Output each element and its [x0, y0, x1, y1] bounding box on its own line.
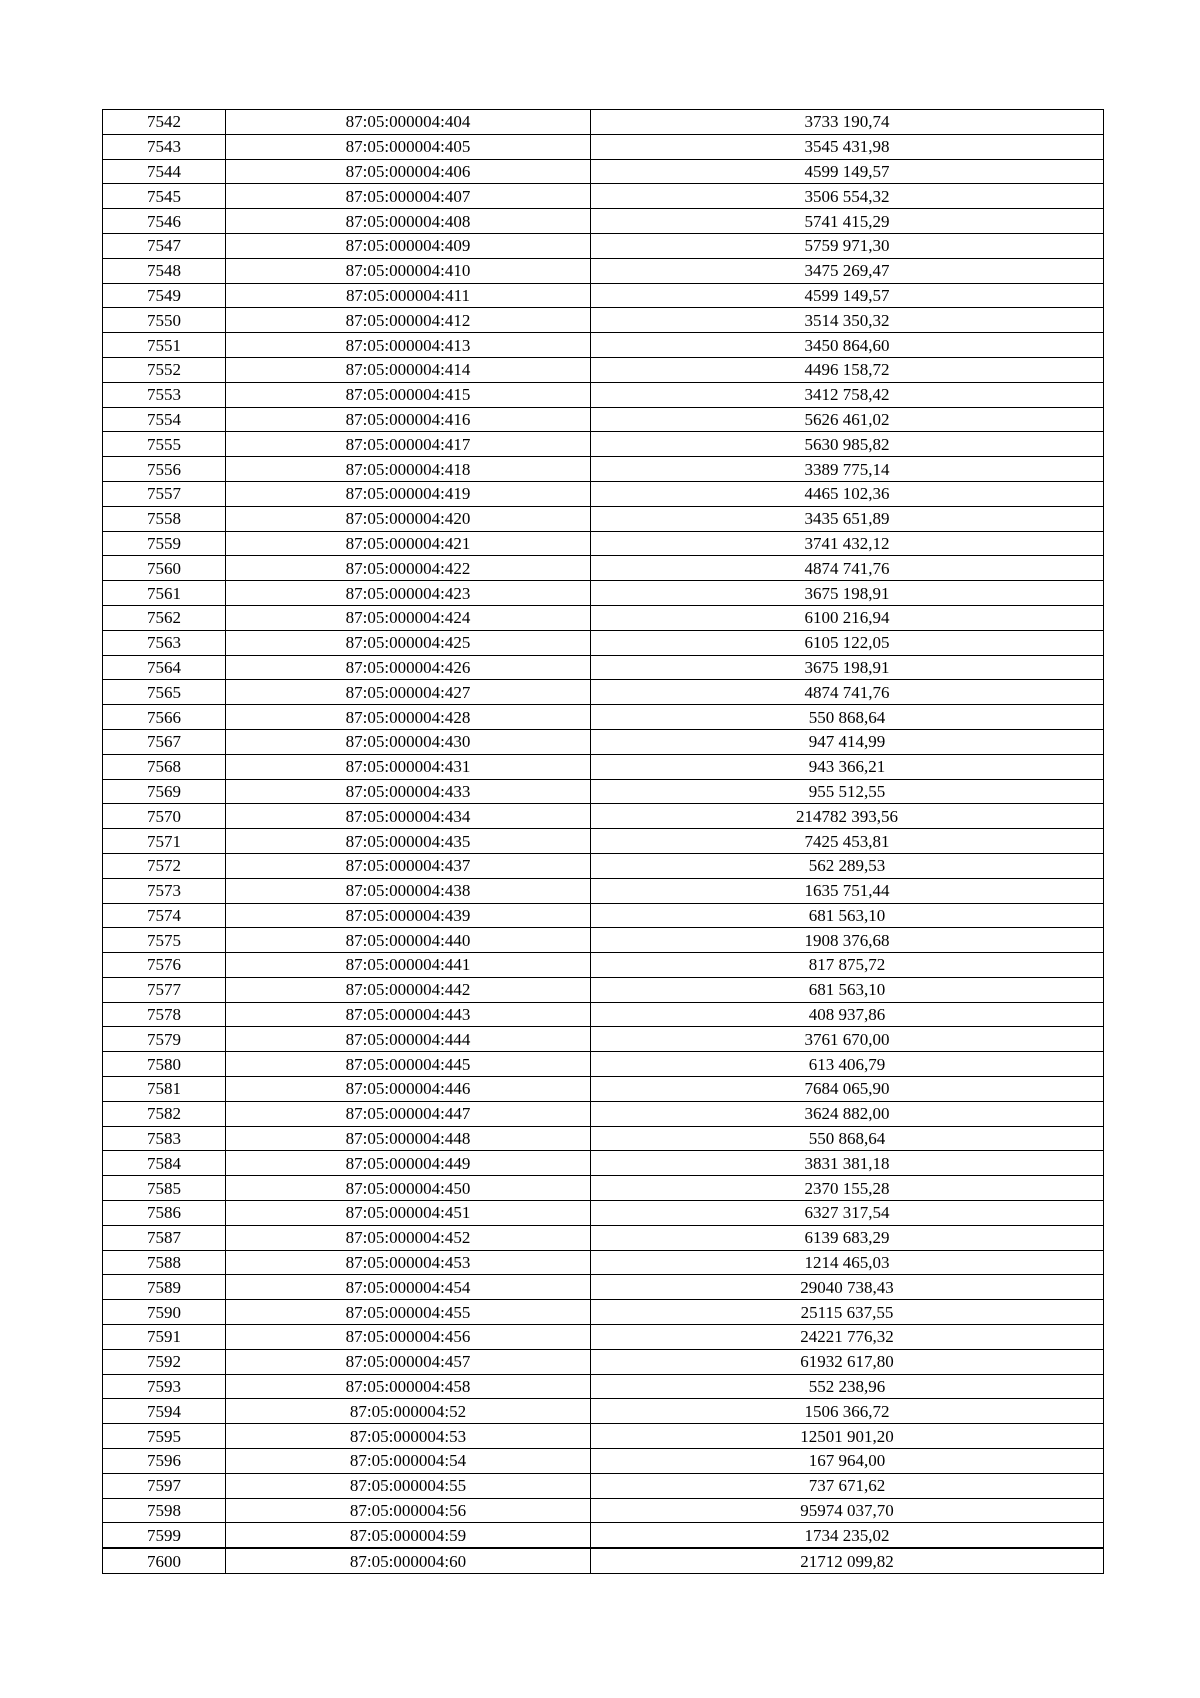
cadastral-value-cell: 1506 366,72	[591, 1399, 1104, 1424]
table-row	[103, 1349, 1104, 1374]
cadastral-number-cell: 87:05:000004:426	[226, 655, 591, 680]
row-number-cell: 7574	[103, 903, 226, 928]
row-number-cell: 7580	[103, 1052, 226, 1077]
cadastral-value-cell: 2370 155,28	[591, 1176, 1104, 1201]
row-number-cell: 7560	[103, 556, 226, 581]
cadastral-number-cell: 87:05:000004:408	[226, 209, 591, 234]
table-row	[103, 382, 1104, 407]
row-number-cell: 7591	[103, 1325, 226, 1350]
cadastral-number-cell: 87:05:000004:434	[226, 804, 591, 829]
cadastral-value-cell: 550 868,64	[591, 1126, 1104, 1151]
table-row	[103, 928, 1104, 953]
cadastral-number-cell: 87:05:000004:414	[226, 357, 591, 382]
cadastral-value-cell: 12501 901,20	[591, 1424, 1104, 1449]
cadastral-value-cell: 3475 269,47	[591, 258, 1104, 283]
cadastral-number-cell: 87:05:000004:55	[226, 1473, 591, 1498]
row-number-cell: 7548	[103, 258, 226, 283]
row-number-cell: 7597	[103, 1473, 226, 1498]
cadastral-number-cell: 87:05:000004:406	[226, 159, 591, 184]
cadastral-number-cell: 87:05:000004:54	[226, 1449, 591, 1474]
row-number-cell: 7578	[103, 1002, 226, 1027]
cadastral-value-cell: 3675 198,91	[591, 581, 1104, 606]
cadastral-number-cell: 87:05:000004:457	[226, 1349, 591, 1374]
table-row	[103, 680, 1104, 705]
row-number-cell: 7564	[103, 655, 226, 680]
table-row	[103, 605, 1104, 630]
cadastral-value-cell: 552 238,96	[591, 1374, 1104, 1399]
table-row	[103, 779, 1104, 804]
cadastral-value-cell: 3624 882,00	[591, 1101, 1104, 1126]
row-number-cell: 7592	[103, 1349, 226, 1374]
cadastral-number-cell: 87:05:000004:422	[226, 556, 591, 581]
table-row	[103, 432, 1104, 457]
row-number-cell: 7571	[103, 829, 226, 854]
table-row	[103, 1225, 1104, 1250]
cadastral-value-cell: 5630 985,82	[591, 432, 1104, 457]
cadastral-number-cell: 87:05:000004:447	[226, 1101, 591, 1126]
cadastral-value-cell: 4874 741,76	[591, 556, 1104, 581]
row-number-cell: 7582	[103, 1101, 226, 1126]
table-row	[103, 531, 1104, 556]
table-row	[103, 333, 1104, 358]
cadastral-value-cell: 955 512,55	[591, 779, 1104, 804]
table-row	[103, 134, 1104, 159]
table-row	[103, 258, 1104, 283]
row-number-cell: 7599	[103, 1523, 226, 1548]
table-row	[103, 209, 1104, 234]
table-row	[103, 630, 1104, 655]
cadastral-number-cell: 87:05:000004:404	[226, 110, 591, 135]
row-number-cell: 7579	[103, 1027, 226, 1052]
table-row	[103, 1126, 1104, 1151]
table-row	[103, 878, 1104, 903]
table-row	[103, 754, 1104, 779]
cadastral-value-cell: 681 563,10	[591, 903, 1104, 928]
cadastral-number-cell: 87:05:000004:59	[226, 1523, 591, 1548]
cadastral-value-cell: 550 868,64	[591, 705, 1104, 730]
cadastral-number-cell: 87:05:000004:415	[226, 382, 591, 407]
row-number-cell: 7600	[103, 1548, 226, 1573]
row-number-cell: 7572	[103, 853, 226, 878]
table-row	[103, 1300, 1104, 1325]
cadastral-value-cell: 3733 190,74	[591, 110, 1104, 135]
table-row	[103, 233, 1104, 258]
cadastral-value-cell: 6327 317,54	[591, 1201, 1104, 1226]
table-row	[103, 977, 1104, 1002]
table-row	[103, 1101, 1104, 1126]
cadastral-value-cell: 1734 235,02	[591, 1523, 1104, 1548]
row-number-cell: 7585	[103, 1176, 226, 1201]
table-row	[103, 1027, 1104, 1052]
cadastral-value-cell: 25115 637,55	[591, 1300, 1104, 1325]
row-number-cell: 7568	[103, 754, 226, 779]
table-row	[103, 1374, 1104, 1399]
table-row	[103, 283, 1104, 308]
cadastral-number-cell: 87:05:000004:452	[226, 1225, 591, 1250]
table-row	[103, 1077, 1104, 1102]
row-number-cell: 7542	[103, 110, 226, 135]
cadastral-value-cell: 167 964,00	[591, 1449, 1104, 1474]
cadastral-value-cell: 817 875,72	[591, 953, 1104, 978]
row-number-cell: 7557	[103, 481, 226, 506]
cadastral-value-cell: 6105 122,05	[591, 630, 1104, 655]
table-row	[103, 1151, 1104, 1176]
cadastral-value-cell: 4465 102,36	[591, 481, 1104, 506]
cadastral-number-cell: 87:05:000004:455	[226, 1300, 591, 1325]
table-body	[103, 110, 1104, 1574]
cadastral-value-cell: 3514 350,32	[591, 308, 1104, 333]
row-number-cell: 7590	[103, 1300, 226, 1325]
row-number-cell: 7577	[103, 977, 226, 1002]
table-row	[103, 1424, 1104, 1449]
cadastral-number-cell: 87:05:000004:60	[226, 1548, 591, 1573]
row-number-cell: 7583	[103, 1126, 226, 1151]
cadastral-number-cell: 87:05:000004:410	[226, 258, 591, 283]
cadastral-value-cell: 408 937,86	[591, 1002, 1104, 1027]
cadastral-value-cell: 4599 149,57	[591, 159, 1104, 184]
table-row	[103, 457, 1104, 482]
cadastral-number-cell: 87:05:000004:440	[226, 928, 591, 953]
row-number-cell: 7563	[103, 630, 226, 655]
cadastral-value-cell: 3412 758,42	[591, 382, 1104, 407]
cadastral-value-cell: 3435 651,89	[591, 506, 1104, 531]
table-row	[103, 1449, 1104, 1474]
cadastral-number-cell: 87:05:000004:444	[226, 1027, 591, 1052]
table-row	[103, 829, 1104, 854]
row-number-cell: 7546	[103, 209, 226, 234]
cadastral-number-cell: 87:05:000004:420	[226, 506, 591, 531]
cadastral-number-cell: 87:05:000004:430	[226, 729, 591, 754]
row-number-cell: 7596	[103, 1449, 226, 1474]
row-number-cell: 7595	[103, 1424, 226, 1449]
table-row	[103, 1275, 1104, 1300]
cadastral-number-cell: 87:05:000004:449	[226, 1151, 591, 1176]
row-number-cell: 7569	[103, 779, 226, 804]
row-number-cell: 7550	[103, 308, 226, 333]
table-row	[103, 1201, 1104, 1226]
cadastral-number-cell: 87:05:000004:437	[226, 853, 591, 878]
cadastral-value-cell: 3741 432,12	[591, 531, 1104, 556]
row-number-cell: 7562	[103, 605, 226, 630]
cadastral-value-cell: 3450 864,60	[591, 333, 1104, 358]
cadastral-value-cell: 5626 461,02	[591, 407, 1104, 432]
cadastral-number-cell: 87:05:000004:441	[226, 953, 591, 978]
table-row	[103, 1052, 1104, 1077]
row-number-cell: 7570	[103, 804, 226, 829]
row-number-cell: 7584	[103, 1151, 226, 1176]
cadastral-number-cell: 87:05:000004:405	[226, 134, 591, 159]
cadastral-number-cell: 87:05:000004:443	[226, 1002, 591, 1027]
cadastral-number-cell: 87:05:000004:425	[226, 630, 591, 655]
cadastral-value-table	[102, 109, 1104, 1574]
cadastral-number-cell: 87:05:000004:453	[226, 1250, 591, 1275]
table-row	[103, 357, 1104, 382]
row-number-cell: 7587	[103, 1225, 226, 1250]
cadastral-value-cell: 6139 683,29	[591, 1225, 1104, 1250]
row-number-cell: 7553	[103, 382, 226, 407]
row-number-cell: 7555	[103, 432, 226, 457]
cadastral-number-cell: 87:05:000004:423	[226, 581, 591, 606]
cadastral-number-cell: 87:05:000004:445	[226, 1052, 591, 1077]
cadastral-value-cell: 4599 149,57	[591, 283, 1104, 308]
row-number-cell: 7558	[103, 506, 226, 531]
row-number-cell: 7589	[103, 1275, 226, 1300]
row-number-cell: 7556	[103, 457, 226, 482]
table-row	[103, 1250, 1104, 1275]
cadastral-number-cell: 87:05:000004:418	[226, 457, 591, 482]
table-row	[103, 953, 1104, 978]
cadastral-value-cell: 3761 670,00	[591, 1027, 1104, 1052]
table-row	[103, 1523, 1104, 1548]
cadastral-value-cell: 7684 065,90	[591, 1077, 1104, 1102]
cadastral-value-cell: 943 366,21	[591, 754, 1104, 779]
row-number-cell: 7547	[103, 233, 226, 258]
row-number-cell: 7573	[103, 878, 226, 903]
row-number-cell: 7551	[103, 333, 226, 358]
cadastral-number-cell: 87:05:000004:428	[226, 705, 591, 730]
cadastral-number-cell: 87:05:000004:433	[226, 779, 591, 804]
cadastral-number-cell: 87:05:000004:53	[226, 1424, 591, 1449]
cadastral-number-cell: 87:05:000004:448	[226, 1126, 591, 1151]
row-number-cell: 7545	[103, 184, 226, 209]
table-row	[103, 581, 1104, 606]
cadastral-value-cell: 737 671,62	[591, 1473, 1104, 1498]
table-row	[103, 407, 1104, 432]
row-number-cell: 7593	[103, 1374, 226, 1399]
cadastral-value-cell: 61932 617,80	[591, 1349, 1104, 1374]
table-row	[103, 308, 1104, 333]
table-row	[103, 481, 1104, 506]
cadastral-value-cell: 681 563,10	[591, 977, 1104, 1002]
cadastral-number-cell: 87:05:000004:56	[226, 1498, 591, 1523]
cadastral-number-cell: 87:05:000004:446	[226, 1077, 591, 1102]
row-number-cell: 7567	[103, 729, 226, 754]
cadastral-value-cell: 1908 376,68	[591, 928, 1104, 953]
cadastral-value-cell: 95974 037,70	[591, 1498, 1104, 1523]
row-number-cell: 7575	[103, 928, 226, 953]
table-row	[103, 1325, 1104, 1350]
cadastral-number-cell: 87:05:000004:416	[226, 407, 591, 432]
table-row	[103, 1498, 1104, 1523]
row-number-cell: 7543	[103, 134, 226, 159]
row-number-cell: 7588	[103, 1250, 226, 1275]
cadastral-value-cell: 613 406,79	[591, 1052, 1104, 1077]
cadastral-number-cell: 87:05:000004:458	[226, 1374, 591, 1399]
cadastral-number-cell: 87:05:000004:52	[226, 1399, 591, 1424]
cadastral-value-cell: 562 289,53	[591, 853, 1104, 878]
table-row	[103, 506, 1104, 531]
cadastral-number-cell: 87:05:000004:409	[226, 233, 591, 258]
cadastral-value-cell: 3506 554,32	[591, 184, 1104, 209]
cadastral-value-cell: 6100 216,94	[591, 605, 1104, 630]
cadastral-value-cell: 1214 465,03	[591, 1250, 1104, 1275]
row-number-cell: 7561	[103, 581, 226, 606]
cadastral-number-cell: 87:05:000004:407	[226, 184, 591, 209]
cadastral-value-cell: 5741 415,29	[591, 209, 1104, 234]
cadastral-value-cell: 3831 381,18	[591, 1151, 1104, 1176]
cadastral-number-cell: 87:05:000004:427	[226, 680, 591, 705]
cadastral-value-cell: 214782 393,56	[591, 804, 1104, 829]
table-row	[103, 705, 1104, 730]
cadastral-value-cell: 947 414,99	[591, 729, 1104, 754]
cadastral-number-cell: 87:05:000004:417	[226, 432, 591, 457]
row-number-cell: 7594	[103, 1399, 226, 1424]
cadastral-value-cell: 29040 738,43	[591, 1275, 1104, 1300]
cadastral-number-cell: 87:05:000004:442	[226, 977, 591, 1002]
table-row	[103, 1473, 1104, 1498]
row-number-cell: 7576	[103, 953, 226, 978]
row-number-cell: 7581	[103, 1077, 226, 1102]
cadastral-value-cell: 3545 431,98	[591, 134, 1104, 159]
row-number-cell: 7549	[103, 283, 226, 308]
row-number-cell: 7554	[103, 407, 226, 432]
cadastral-number-cell: 87:05:000004:454	[226, 1275, 591, 1300]
cadastral-value-cell: 7425 453,81	[591, 829, 1104, 854]
table-row	[103, 804, 1104, 829]
row-number-cell: 7598	[103, 1498, 226, 1523]
row-number-cell: 7586	[103, 1201, 226, 1226]
table-row	[103, 729, 1104, 754]
row-number-cell: 7544	[103, 159, 226, 184]
table-row	[103, 1002, 1104, 1027]
table-row	[103, 1399, 1104, 1424]
cadastral-number-cell: 87:05:000004:451	[226, 1201, 591, 1226]
cadastral-value-cell: 3389 775,14	[591, 457, 1104, 482]
cadastral-value-cell: 24221 776,32	[591, 1325, 1104, 1350]
table-row	[103, 184, 1104, 209]
cadastral-value-cell: 4496 158,72	[591, 357, 1104, 382]
row-number-cell: 7566	[103, 705, 226, 730]
cadastral-number-cell: 87:05:000004:456	[226, 1325, 591, 1350]
cadastral-number-cell: 87:05:000004:413	[226, 333, 591, 358]
cadastral-value-cell: 5759 971,30	[591, 233, 1104, 258]
table-row	[103, 556, 1104, 581]
cadastral-number-cell: 87:05:000004:450	[226, 1176, 591, 1201]
cadastral-number-cell: 87:05:000004:419	[226, 481, 591, 506]
cadastral-number-cell: 87:05:000004:412	[226, 308, 591, 333]
cadastral-number-cell: 87:05:000004:421	[226, 531, 591, 556]
row-number-cell: 7565	[103, 680, 226, 705]
row-number-cell: 7559	[103, 531, 226, 556]
cadastral-value-cell: 21712 099,82	[591, 1548, 1104, 1573]
table-row	[103, 1548, 1104, 1573]
cadastral-number-cell: 87:05:000004:435	[226, 829, 591, 854]
cadastral-number-cell: 87:05:000004:438	[226, 878, 591, 903]
cadastral-value-cell: 4874 741,76	[591, 680, 1104, 705]
row-number-cell: 7552	[103, 357, 226, 382]
cadastral-number-cell: 87:05:000004:439	[226, 903, 591, 928]
cadastral-number-cell: 87:05:000004:424	[226, 605, 591, 630]
cadastral-value-cell: 3675 198,91	[591, 655, 1104, 680]
table-row	[103, 903, 1104, 928]
table-row	[103, 110, 1104, 135]
cadastral-value-cell: 1635 751,44	[591, 878, 1104, 903]
table-row	[103, 1176, 1104, 1201]
table-row	[103, 159, 1104, 184]
cadastral-number-cell: 87:05:000004:431	[226, 754, 591, 779]
table-row	[103, 655, 1104, 680]
cadastral-number-cell: 87:05:000004:411	[226, 283, 591, 308]
table-row	[103, 853, 1104, 878]
